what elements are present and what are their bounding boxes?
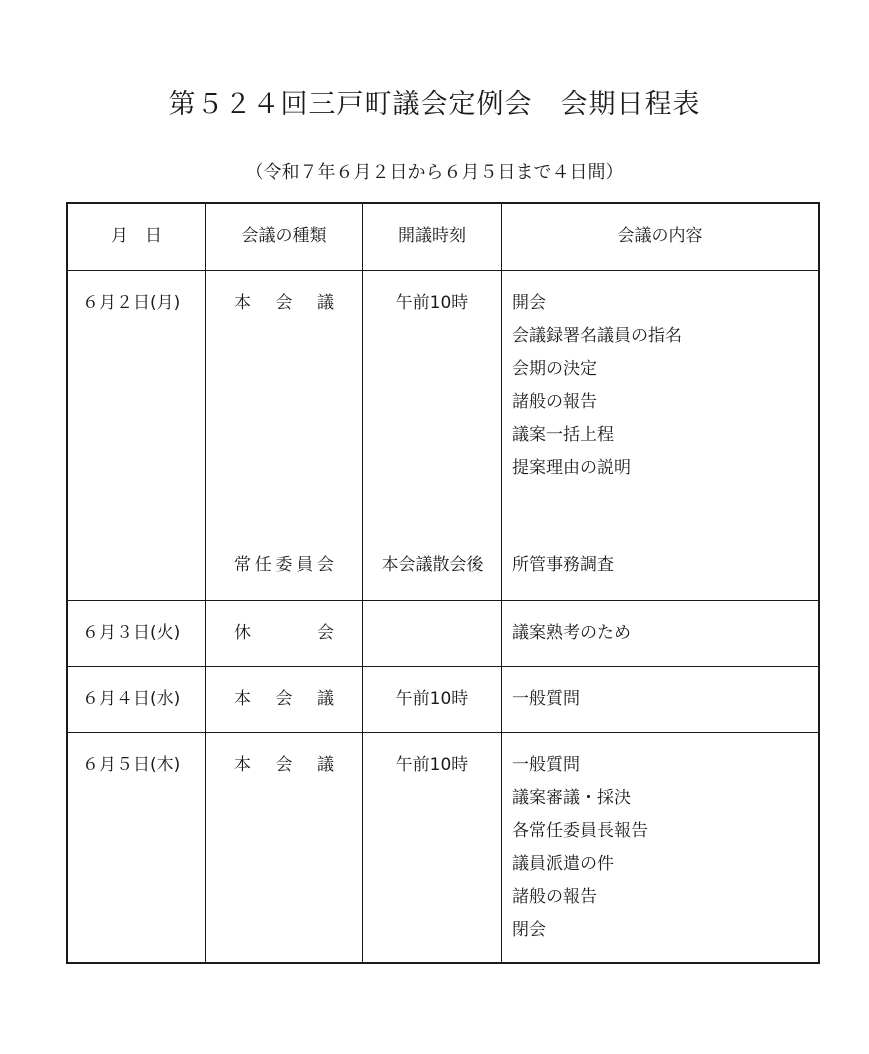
row-date: ６月５日(木) (82, 755, 181, 775)
list-item: 閉会 (512, 920, 546, 940)
row-time (362, 601, 501, 666)
row-time: 午前10時 (395, 293, 469, 313)
list-item: 一般質問 (512, 755, 580, 775)
row-date: ６月４日(水) (82, 689, 181, 709)
row-kind-cell (205, 667, 362, 732)
row-content-cell (501, 601, 818, 666)
list-item: 議員派遣の件 (512, 854, 614, 874)
list-item: 会期の決定 (512, 359, 597, 379)
row-sub-time: 本会議散会後 (381, 555, 484, 575)
row-content-cell (501, 733, 818, 962)
table-row (68, 270, 818, 600)
row-kind: 本会議 (234, 293, 334, 313)
table-row (68, 600, 818, 666)
header-time: 開議時刻 (362, 204, 501, 270)
list-item: 議案一括上程 (512, 425, 614, 445)
row-date: ６月３日(火) (82, 623, 181, 643)
header-kind: 会議の種類 (205, 204, 362, 270)
row-date: ６月２日(月) (82, 293, 181, 313)
row-sub-kind: 常任委員会 (234, 555, 334, 575)
list-item: 諸般の報告 (512, 392, 597, 412)
row-kind-cell (205, 271, 362, 600)
session-period: （令和７年６月２日から６月５日まで４日間） (245, 162, 624, 183)
row-kind: 休会 (234, 623, 334, 643)
list-item: 開会 (512, 293, 546, 313)
table-header-row (68, 204, 818, 270)
list-item: 会議録署名議員の指名 (512, 326, 682, 346)
row-time: 午前10時 (362, 667, 501, 732)
list-item: 提案理由の説明 (512, 458, 631, 478)
row-kind-cell (205, 601, 362, 666)
list-item: 議案審議・採決 (512, 788, 631, 808)
list-item: 議案熟考のため (512, 623, 631, 643)
row-kind: 本会議 (234, 755, 334, 775)
row-content-cell (501, 271, 818, 600)
header-date: 月 日 (111, 226, 162, 246)
table-row (68, 666, 818, 732)
row-kind: 本会議 (234, 689, 334, 709)
row-time: 午前10時 (362, 733, 501, 962)
row-content-cell (501, 667, 818, 732)
page-title: 第５２４回三戸町議会定例会 会期日程表 (168, 89, 701, 120)
row-sub-item: 所管事務調査 (512, 555, 614, 575)
row-kind-cell (205, 733, 362, 962)
list-item: 一般質問 (512, 689, 580, 709)
row-time-cell (362, 271, 501, 600)
list-item: 各常任委員長報告 (512, 821, 648, 841)
table-row (68, 732, 818, 962)
header-content: 会議の内容 (501, 204, 818, 270)
schedule-table (66, 202, 820, 964)
list-item: 諸般の報告 (512, 887, 597, 907)
